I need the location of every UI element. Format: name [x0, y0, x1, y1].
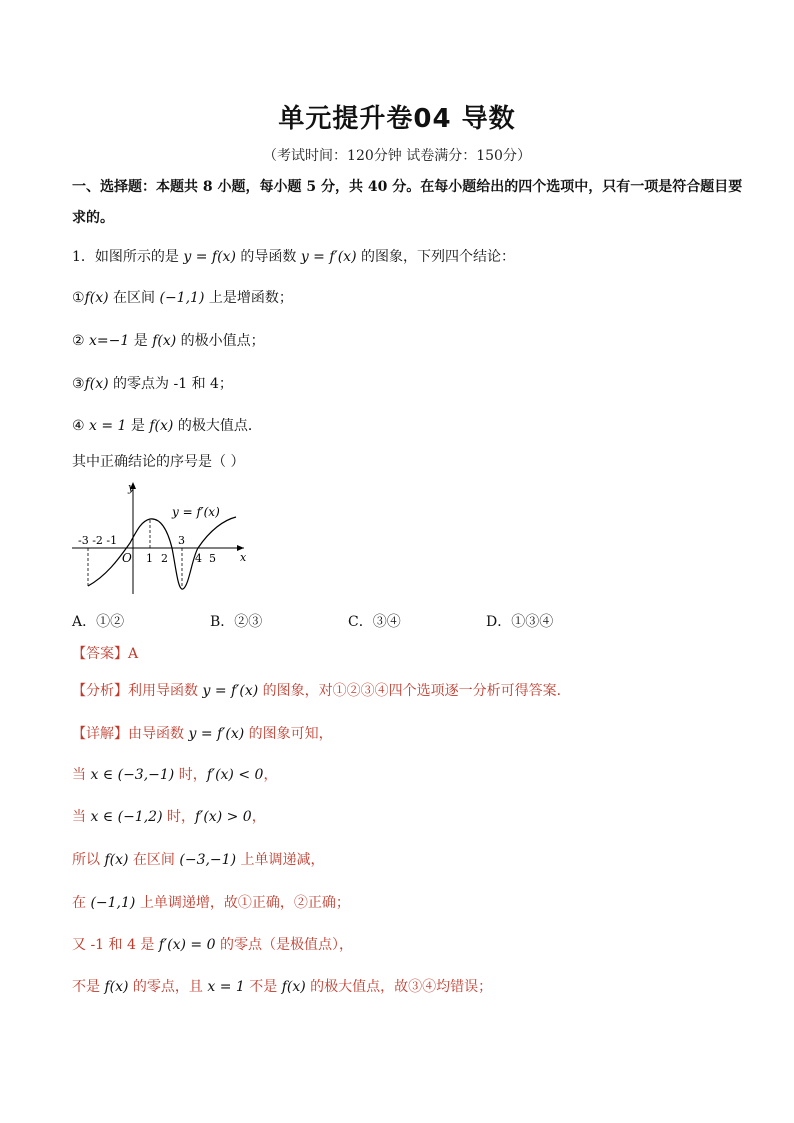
- detail-text: 的零点，且: [128, 979, 208, 995]
- detail-tag: 【详解】: [72, 726, 128, 742]
- conclusion-math: (−1,1): [159, 290, 205, 306]
- detail-text: 时，: [162, 809, 195, 825]
- analysis-line: [72, 680, 571, 700]
- detail-text: 当: [72, 767, 91, 783]
- stem-math: y = f(x): [183, 249, 236, 265]
- conclusion-math: x = 1: [89, 418, 127, 434]
- detail-math: f(x): [104, 979, 129, 995]
- detail-text: 上单调递减，: [236, 852, 325, 868]
- conclusion-math: x=−1: [89, 333, 130, 349]
- conclusion-4: [72, 415, 262, 435]
- detail-text: 当: [72, 809, 91, 825]
- answer-tag: 【答案】: [72, 646, 128, 662]
- detail-text: 由导函数: [128, 726, 189, 742]
- curve-label: y = f′(x): [172, 505, 220, 519]
- detail-text: 所以: [72, 852, 105, 868]
- option-b: B．②③: [210, 614, 263, 630]
- conclusion-text: ②: [72, 333, 90, 349]
- detail-math: (−3,−1): [179, 852, 237, 868]
- tick-label-5: 5: [209, 552, 216, 565]
- analysis-text: 的图象，对①②③④四个选项逐一分析可得答案．: [258, 683, 571, 699]
- tick-labels-negative: -3 -2 -1: [78, 534, 118, 547]
- tick-label-2: 2: [161, 552, 168, 565]
- detail-text: 在区间: [128, 852, 180, 868]
- stem-text: 1．如图所示的是: [72, 249, 184, 265]
- detail-text: 的极大值点，故③④均错误；: [305, 979, 493, 995]
- conclusion-math: f(x): [84, 290, 109, 306]
- conclusion-text: 上是增函数；: [204, 290, 293, 306]
- conclusion-text: ④: [72, 418, 90, 434]
- detail-text: 的零点（是极值点），: [215, 937, 353, 953]
- answer-value: A: [128, 646, 139, 662]
- detail-math: (−1,1): [90, 895, 136, 911]
- option-a: A．①②: [72, 614, 125, 630]
- stem-math: y = f′(x): [300, 249, 357, 265]
- stem-text: 的图象，下列四个结论：: [356, 249, 515, 265]
- conclusion-math: f(x): [84, 376, 109, 392]
- conclusion-2: [72, 330, 265, 350]
- analysis-math: y = f′(x): [202, 683, 259, 699]
- conclusion-text: 的零点为 -1 和 4；: [108, 376, 233, 392]
- detail-line-6: [72, 934, 353, 954]
- detail-line-1: [72, 723, 333, 743]
- tick-label-1: 1: [146, 552, 153, 565]
- detail-text: ，: [263, 767, 278, 783]
- detail-line-5: [72, 892, 350, 912]
- detail-math: f′(x) < 0: [206, 767, 264, 783]
- detail-text: 又 -1 和 4 是: [72, 937, 159, 953]
- conclusion-text: 在区间: [108, 290, 160, 306]
- detail-line-2: [72, 764, 277, 784]
- detail-text: 不是: [244, 979, 282, 995]
- detail-math: f(x): [104, 852, 129, 868]
- detail-line-3: [72, 806, 266, 826]
- conclusion-text: ③: [72, 376, 85, 392]
- conclusion-math: f(x): [149, 418, 174, 434]
- section-heading-line2: 求的。: [72, 210, 114, 226]
- tick-label-4: 4: [195, 552, 202, 565]
- detail-text: 在: [72, 895, 91, 911]
- option-d: D．①③④: [486, 614, 554, 630]
- question-stem: [72, 246, 515, 266]
- conclusion-3: [72, 373, 233, 393]
- derivative-graph: [68, 478, 258, 598]
- y-axis-label: y: [128, 481, 135, 494]
- conclusion-text: 的极小值点；: [176, 333, 265, 349]
- detail-math: f′(x) > 0: [194, 809, 252, 825]
- detail-text: 上单调递增，故①正确，②正确；: [135, 895, 350, 911]
- option-c: C．③④: [348, 614, 401, 630]
- detail-text: ，: [251, 809, 266, 825]
- origin-label: O: [122, 551, 132, 565]
- detail-math: x ∈ (−3,−1): [90, 767, 175, 783]
- detail-math: x ∈ (−1,2): [90, 809, 163, 825]
- conclusion-text: 是: [126, 418, 150, 434]
- question-ask: 其中正确结论的序号是（ ）: [72, 454, 245, 470]
- stem-text: 的导函数: [235, 249, 301, 265]
- detail-math: x = 1: [207, 979, 245, 995]
- x-axis-label: x: [240, 551, 247, 564]
- page-subtitle: （考试时间：120分钟 试卷满分：150分）: [263, 148, 531, 164]
- detail-text: 的图象可知，: [244, 726, 333, 742]
- conclusion-1: [72, 287, 293, 307]
- detail-line-7: [72, 976, 492, 996]
- detail-math: f′(x) = 0: [158, 937, 216, 953]
- conclusion-math: f(x): [152, 333, 177, 349]
- detail-text: 不是: [72, 979, 105, 995]
- conclusion-text: 的极大值点．: [173, 418, 262, 434]
- analysis-tag: 【分析】: [72, 683, 128, 699]
- detail-line-4: [72, 849, 324, 869]
- detail-text: 时，: [174, 767, 207, 783]
- section-heading-line1: 一、选择题：本题共 8 小题，每小题 5 分，共 40 分。在每小题给出的四个选项中，只有一项是符合题目要: [72, 179, 743, 195]
- conclusion-text: ①: [72, 290, 85, 306]
- detail-math: y = f′(x): [188, 726, 245, 742]
- conclusion-text: 是: [129, 333, 153, 349]
- analysis-text: 利用导函数: [128, 683, 203, 699]
- tick-label-3: 3: [178, 534, 185, 547]
- answer-line: [72, 643, 138, 663]
- detail-math: f(x): [281, 979, 306, 995]
- page-title: 单元提升卷04 导数: [278, 104, 516, 134]
